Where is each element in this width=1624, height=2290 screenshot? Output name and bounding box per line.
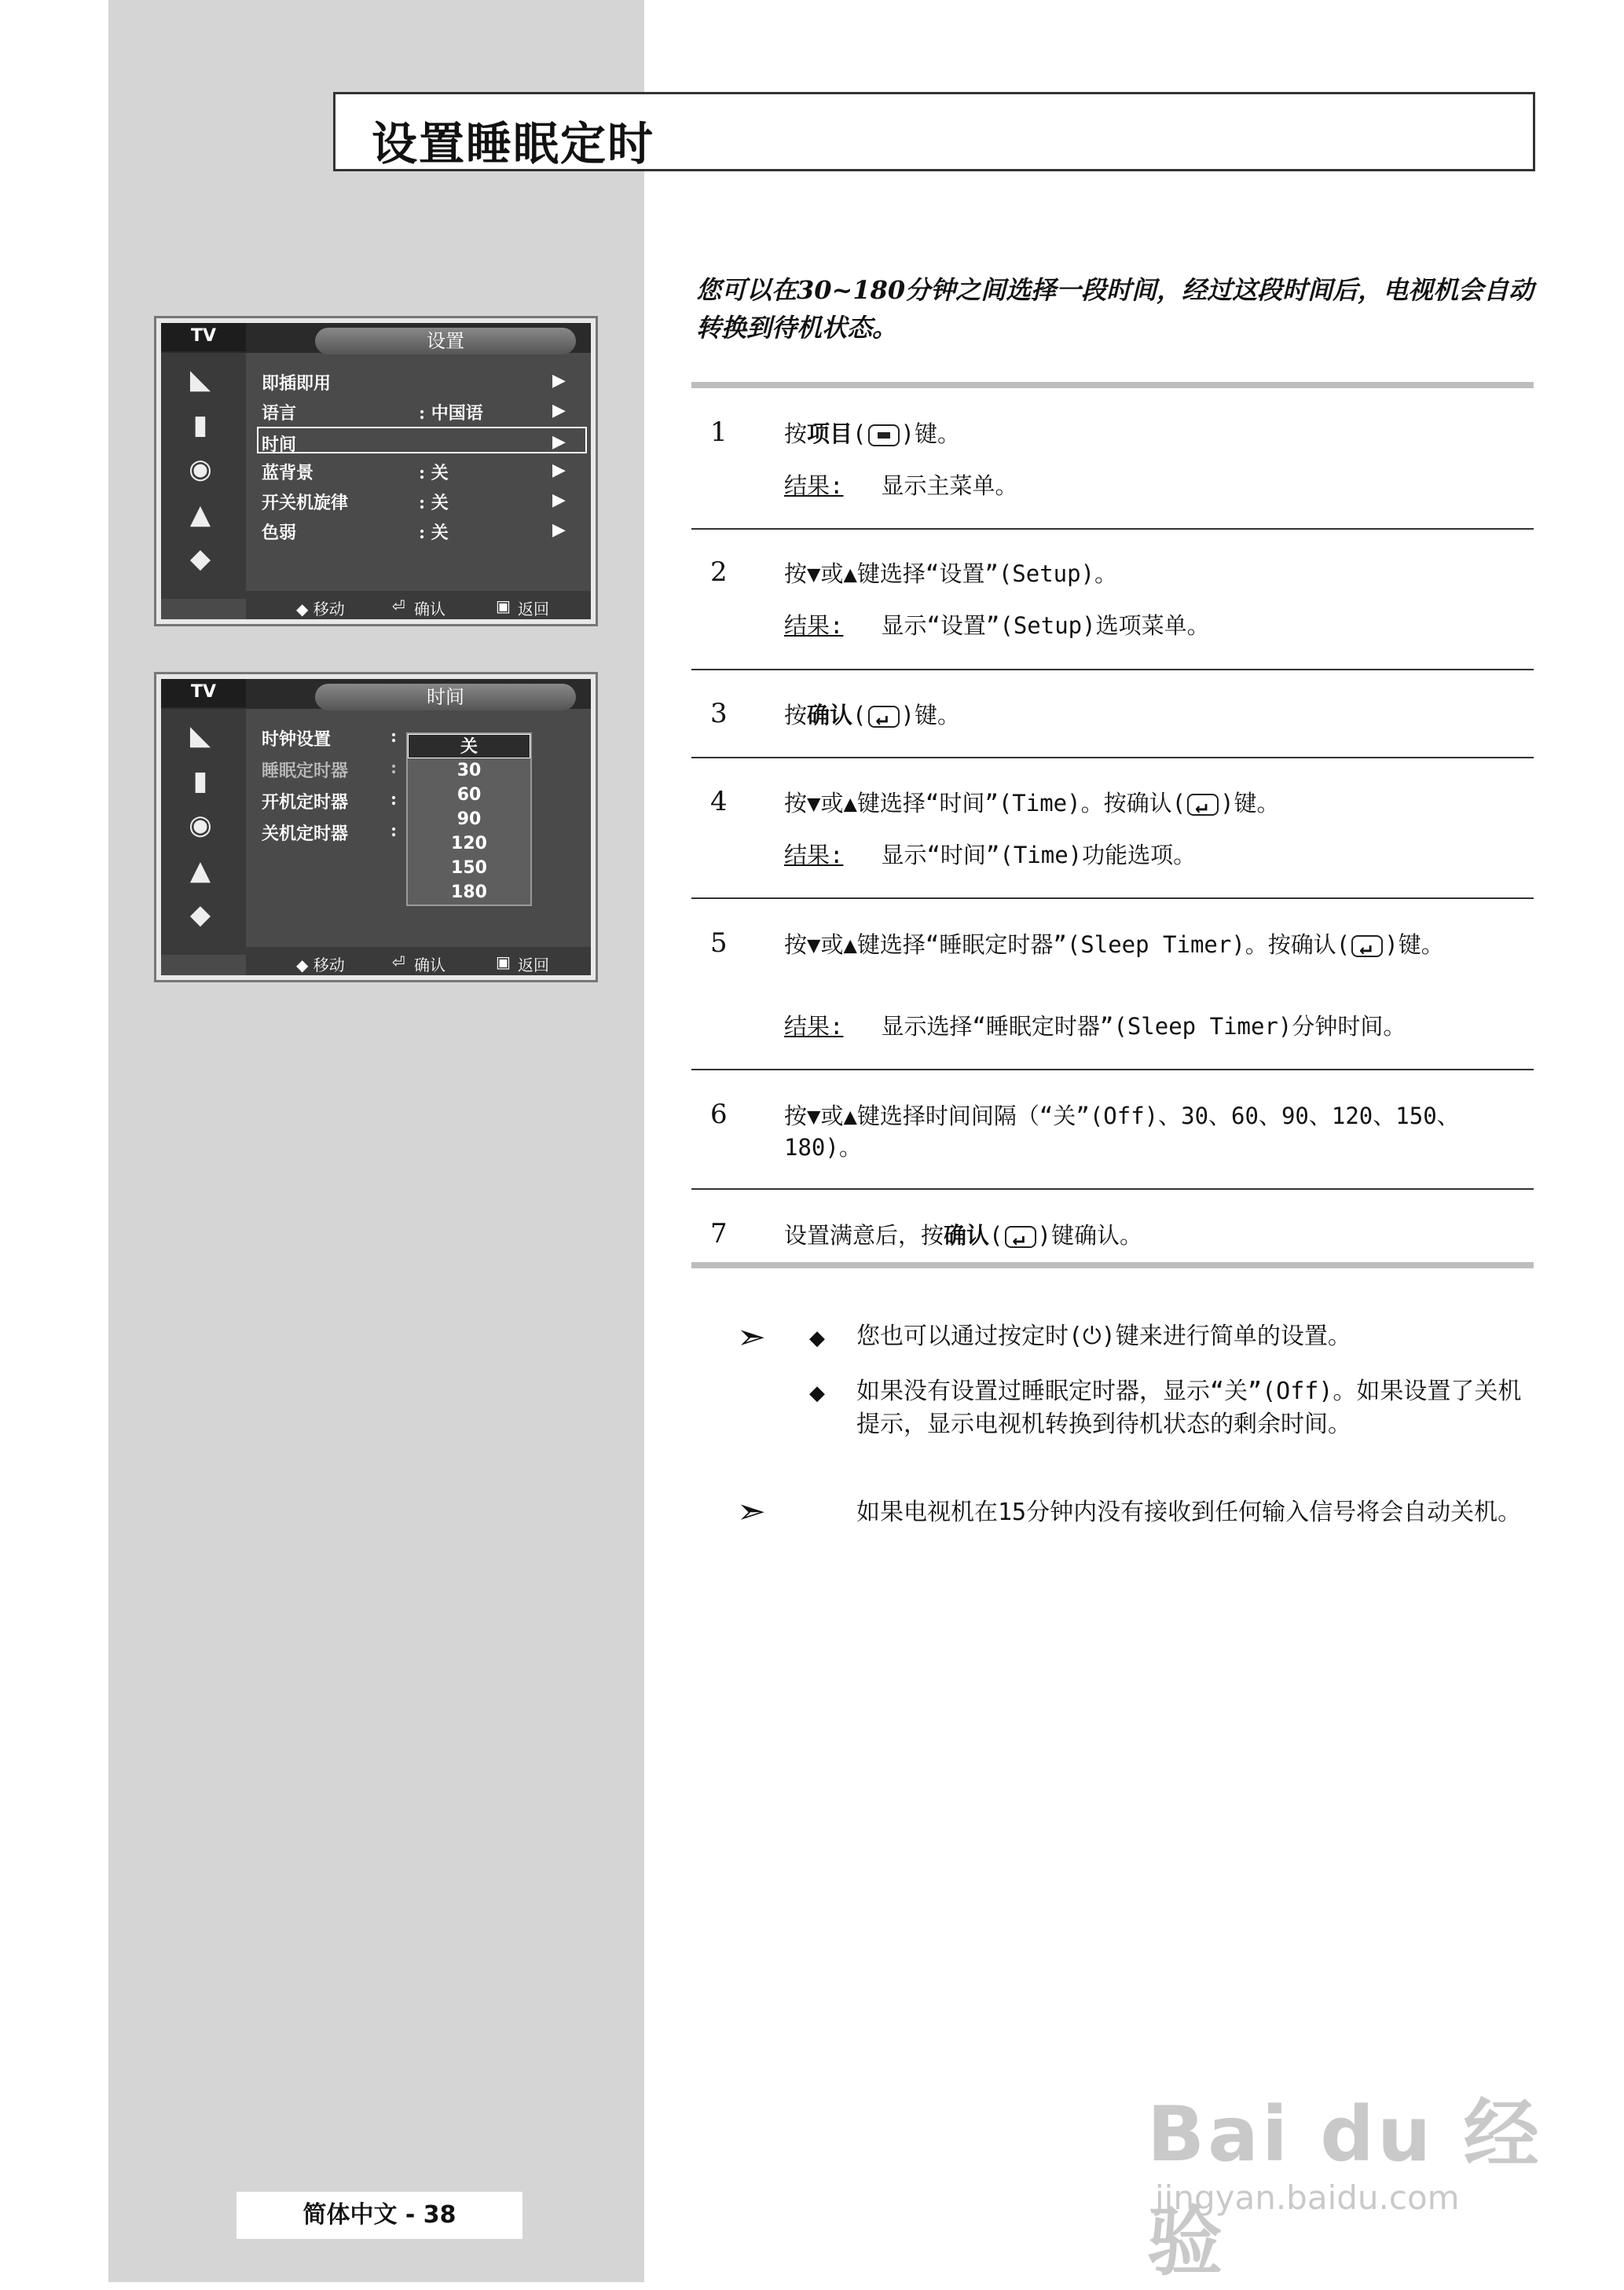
step-6 xyxy=(691,1099,1534,1169)
step-3 xyxy=(691,698,1534,745)
tv-sidebar xyxy=(161,709,246,955)
dropdown-option[interactable]: 30 xyxy=(456,761,482,780)
enter-icon: ⏎ xyxy=(392,952,405,971)
divider xyxy=(691,1188,1534,1190)
menu-footer xyxy=(246,947,591,975)
divider xyxy=(691,757,1534,758)
enter-key-icon xyxy=(1351,935,1383,957)
note-text: 您也可以通过按定时(⏻)键来进行简单的设置。 xyxy=(856,1323,1351,1350)
dropdown-option[interactable]: 120 xyxy=(451,834,487,853)
note-arrow-icon: ➣ xyxy=(737,1492,766,1532)
diamond-bullet-icon: ◆ xyxy=(809,1327,825,1350)
step-instruction: 按▼或▲键选择“时间”(Time)。按确认(↵ )键。 xyxy=(784,787,1534,819)
dropdown-option[interactable]: 关 xyxy=(408,734,530,758)
dropdown-option[interactable]: 150 xyxy=(451,858,487,878)
watermark-url: jingyan.baidu.com xyxy=(1155,2178,1460,2217)
tv-menu-setup xyxy=(154,316,598,626)
menu-item-selected[interactable]: 时间 ▶ xyxy=(257,427,587,453)
watermark xyxy=(1147,2043,1556,2286)
step-number: 4 xyxy=(710,786,728,817)
back-hint: 返回 xyxy=(518,956,549,974)
setup-icon: ▲ xyxy=(189,855,211,886)
enter-hint: 确认 xyxy=(414,956,445,974)
input-icon: ◆ xyxy=(189,543,211,574)
divider xyxy=(691,897,1534,899)
step-number: 7 xyxy=(710,1218,728,1250)
diamond-bullet-icon: ◆ xyxy=(809,1382,825,1405)
divider xyxy=(691,1069,1534,1070)
sound-icon: ▮ xyxy=(192,765,208,797)
enter-key-icon xyxy=(1187,794,1219,816)
step-5 xyxy=(691,927,1534,1053)
menu-footer xyxy=(246,591,591,619)
tv-badge: TV xyxy=(161,679,246,707)
divider xyxy=(691,382,1534,388)
step-result: 结果: 显示选择“睡眠定时器”(Sleep Timer)分钟时间。 xyxy=(784,1013,1406,1040)
step-4 xyxy=(691,786,1534,888)
setup-icon: ▲ xyxy=(189,499,211,530)
step-number: 1 xyxy=(710,417,728,448)
enter-key-icon xyxy=(868,706,900,728)
picture-icon: ◣ xyxy=(189,720,211,751)
step-instruction: 按确认(↵ )键。 xyxy=(784,699,1534,731)
step-result: 结果: 显示“设置”(Setup)选项菜单。 xyxy=(784,612,1210,639)
sound-icon: ▮ xyxy=(192,409,208,441)
tv-menu-time: TV 时间 ◣ ▮ ◉ ▲ ◆ 时钟设置 : 睡眠定时器 : 开机定时器 : 关机定时器 : 关 30 60 90 120 150 180 ◆ 移动 ⏎ 确认 ▣ 返回 xyxy=(154,672,598,982)
step-instruction: 按项目( )键。 xyxy=(784,420,960,447)
dropdown-option[interactable]: 90 xyxy=(456,809,482,829)
note-text: 如果没有设置过睡眠定时器，显示“关”(Off)。如果设置了关机提示，显示电视机转换到待机状态的剩余时间。 xyxy=(856,1378,1522,1438)
step-number: 6 xyxy=(710,1099,728,1130)
intro-text: 您可以在30~180分钟之间选择一段时间，经过这段时间后，电视机会自动转换到待机状态。 xyxy=(696,275,1534,343)
watermark-brand: Bai du 经验 xyxy=(1147,2090,1542,2286)
divider xyxy=(691,528,1534,530)
sleep-timer-dropdown[interactable] xyxy=(406,732,532,906)
menu-heading: 设置 xyxy=(315,328,576,354)
menu-item[interactable]: 即插即用 ▶ xyxy=(262,370,566,394)
enter-key-icon xyxy=(1005,1226,1036,1248)
menu-key-icon: ▣ xyxy=(496,596,511,615)
note-arrow-icon: ➣ xyxy=(737,1317,766,1357)
title-box xyxy=(333,92,1535,171)
menu-key-icon xyxy=(868,424,900,446)
menu-key-icon: ▣ xyxy=(496,952,511,971)
menu-item[interactable]: 语言 : 中国语 ▶ xyxy=(262,400,566,424)
move-hint: ◆ 移动 xyxy=(296,956,345,974)
step-result: 结果: 显示主菜单。 xyxy=(784,472,1018,499)
step-number: 3 xyxy=(710,698,728,729)
tv-badge: TV xyxy=(161,323,246,351)
menu-heading: 时间 xyxy=(315,684,576,710)
step-number: 5 xyxy=(710,927,728,959)
step-instruction: 按▼或▲键选择时间间隔（“关”(Off)、30、60、90、120、150、180)。 xyxy=(784,1103,1460,1161)
dropdown-option[interactable]: 180 xyxy=(451,883,487,902)
page-title: 设置睡眠定时 xyxy=(372,117,655,171)
back-hint: 返回 xyxy=(518,600,549,618)
divider xyxy=(691,669,1534,670)
menu-item[interactable]: 蓝背景 : 关 ▶ xyxy=(262,460,566,483)
note-text: 如果电视机在15分钟内没有接收到任何输入信号将会自动关机。 xyxy=(856,1499,1522,1526)
step-instruction: 设置满意后，按确认(↵ )键确认。 xyxy=(784,1220,1534,1251)
channel-icon: ◉ xyxy=(189,809,212,841)
enter-hint: 确认 xyxy=(414,600,445,618)
step-2 xyxy=(691,556,1534,659)
menu-item[interactable]: 色弱 : 关 ▶ xyxy=(262,519,566,543)
tv-sidebar xyxy=(161,353,246,599)
page-number: 简体中文 - 38 xyxy=(236,2192,522,2239)
enter-icon: ⏎ xyxy=(392,596,405,615)
input-icon: ◆ xyxy=(189,899,211,930)
step-7 xyxy=(691,1218,1534,1265)
menu-item[interactable]: 开关机旋律 : 关 ▶ xyxy=(262,490,566,513)
step-instruction: 按▼或▲键选择“睡眠定时器”(Sleep Timer)。按确认(↵ )键。 xyxy=(784,929,1534,960)
step-result: 结果: 显示“时间”(Time)功能选项。 xyxy=(784,842,1197,868)
dropdown-option[interactable]: 60 xyxy=(456,785,482,805)
divider xyxy=(691,1262,1534,1268)
step-instruction: 按▼或▲键选择“设置”(Setup)。 xyxy=(784,560,1118,587)
move-hint: ◆ 移动 xyxy=(296,600,345,618)
step-1 xyxy=(691,417,1534,519)
step-number: 2 xyxy=(710,556,728,588)
channel-icon: ◉ xyxy=(189,453,212,485)
picture-icon: ◣ xyxy=(189,364,211,395)
